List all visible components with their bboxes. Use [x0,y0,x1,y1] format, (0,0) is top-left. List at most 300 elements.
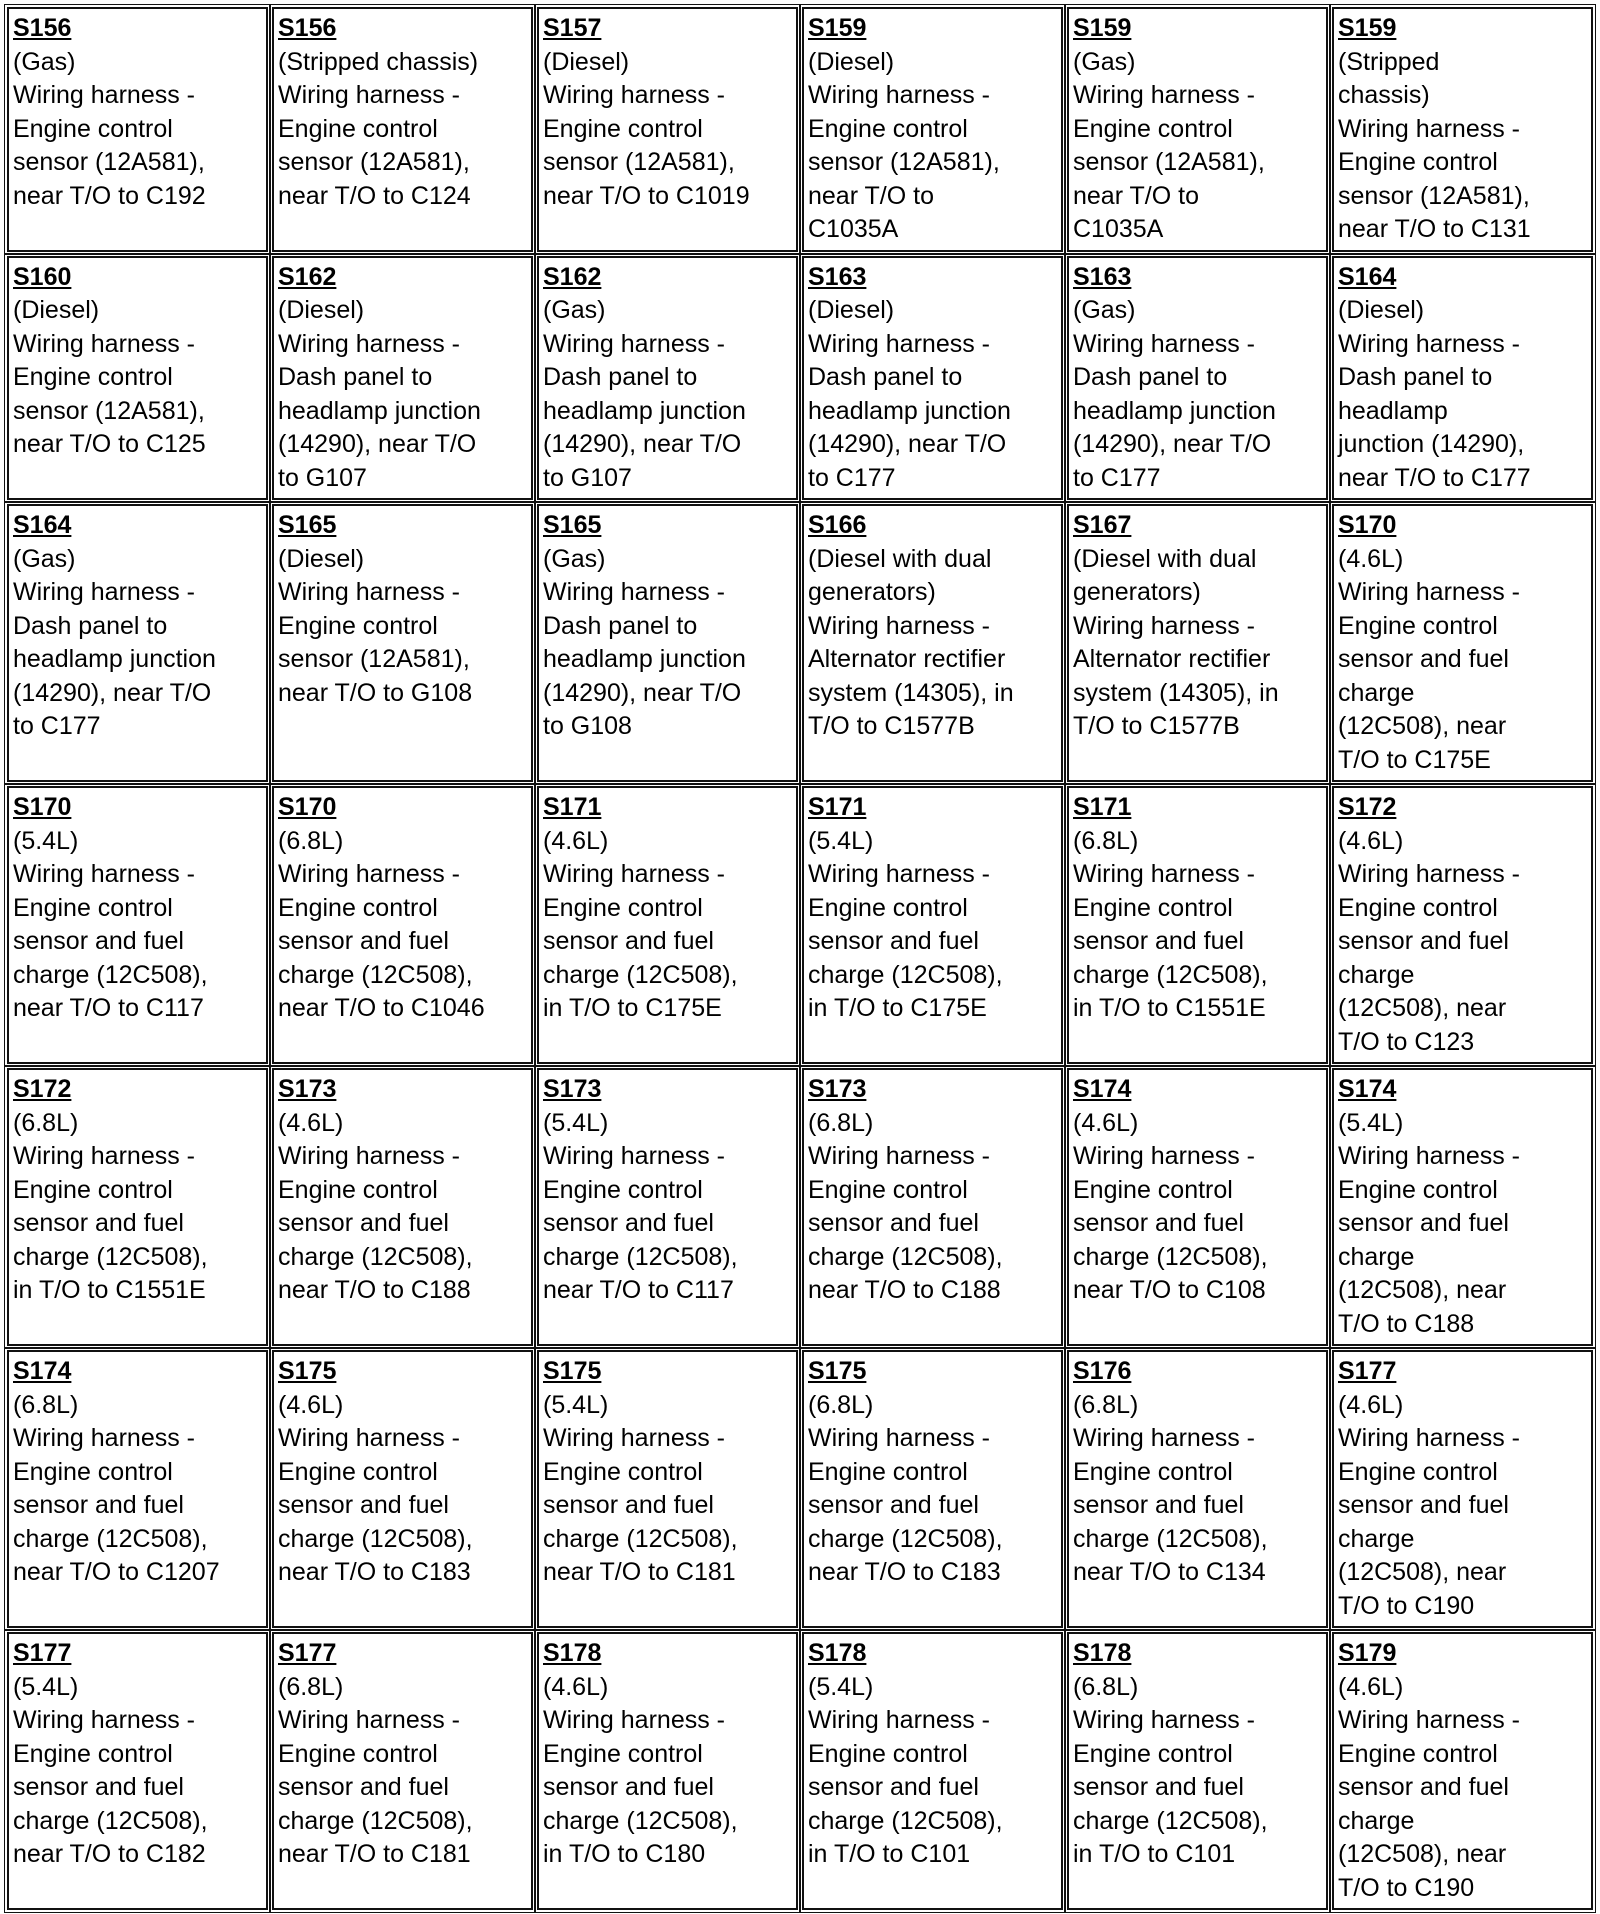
splice-description-line: in T/O to C175E [808,994,987,1022]
splice-description-line: charge (12C508), [543,960,738,989]
splice-description-line: Dash panel to [543,363,698,391]
splice-id: S166 [808,511,867,539]
splice-cell [7,1350,268,1628]
splice-description-line: T/O to C188 [1338,1309,1475,1338]
splice-description-line: sensor and fuel [278,1209,449,1237]
table-body [7,7,1593,1910]
splice-description-line: sensor (12A581), [13,396,205,425]
splice-description-line: generators) [1073,578,1201,606]
table-row [7,1350,1593,1628]
splice-description-line: Wiring harness - [1073,860,1255,888]
splice-id: S177 [13,1639,72,1667]
splice-description-line: near T/O to C181 [278,1840,471,1868]
splice-description-line: C1035A [1073,215,1164,243]
splice-description-line: Wiring harness - [808,329,990,358]
splice-description-line: sensor and fuel [278,1773,449,1801]
splice-description-line: headlamp junction [808,396,1011,425]
splice-variant: (4.6L) [278,1108,344,1137]
splice-description-line: Engine control [808,893,968,922]
splice-description-line: sensor and fuel [808,1209,979,1237]
splice-description-line: Engine control [1073,1175,1233,1204]
splice-description-line: Wiring harness - [808,81,990,109]
splice-description-line: charge (12C508), [1073,1806,1268,1835]
splice-variant: (Diesel) [808,47,895,76]
splice-description-line: Wiring harness - [1338,1424,1520,1452]
splice-variant: (Gas) [543,544,606,573]
splice-description-line: Wiring harness - [1338,1706,1520,1734]
splice-description-line: T/O to C1577B [1073,712,1240,740]
splice-description-line: Dash panel to [808,363,963,391]
splice-cell [537,7,798,252]
splice-variant: (6.8L) [1073,1672,1139,1701]
splice-id: S157 [543,14,602,42]
splice-cell [1067,256,1328,501]
splice-variant: (Diesel) [13,296,100,324]
splice-cell [1067,786,1328,1064]
splice-description-line: sensor (12A581), [278,645,470,673]
splice-variant: (5.4L) [1338,1108,1404,1137]
splice-cell [1067,1350,1328,1628]
splice-variant: (6.8L) [278,826,344,855]
splice-cell [1067,1068,1328,1346]
splice-description-line: charge (12C508), [543,1806,738,1835]
splice-description-line: Engine control [543,1457,703,1486]
splice-description-line: Dash panel to [543,611,698,640]
splice-description-line: sensor and fuel [1338,1491,1509,1519]
splice-id: S175 [808,1357,867,1385]
splice-cell [1332,7,1593,252]
splice-description-line: Wiring harness - [278,1424,460,1452]
splice-description-line: (12C508), near [1338,1558,1507,1586]
splice-cell [802,786,1063,1064]
splice-description-line: sensor and fuel [543,1773,714,1801]
splice-variant: (6.8L) [808,1390,874,1419]
splice-description-line: near T/O to C177 [1338,463,1531,492]
table-row [7,7,1593,252]
splice-description-line: to G107 [278,463,367,492]
splice-id: S162 [543,262,602,291]
splice-cell [272,256,533,501]
splice-variant: (Diesel) [808,296,895,324]
splice-cell [1067,7,1328,252]
splice-description-line: near T/O to C188 [278,1276,471,1304]
splice-description-line: near T/O to C117 [543,1276,734,1304]
splice-description-line: Wiring harness - [1073,1142,1255,1170]
splice-description-line: charge (12C508), [13,960,208,989]
splice-description-line: system (14305), in [808,678,1014,707]
splice-variant: (4.6L) [543,826,609,855]
splice-id: S165 [543,511,602,539]
splice-description-line: charge [1338,1806,1415,1835]
splice-description-line: Wiring harness - [543,1142,725,1170]
splice-variant: (6.8L) [808,1108,874,1137]
splice-description-line: T/O to C1577B [808,712,975,740]
splice-description-line: near T/O to G108 [278,678,473,707]
splice-description-line: near T/O to C1046 [278,994,485,1022]
splice-description-line: sensor and fuel [808,1491,979,1519]
splice-id: S163 [1073,262,1132,291]
splice-variant: (Gas) [1073,47,1136,76]
splice-description-line: charge [1338,1524,1415,1553]
splice-description-line: Engine control [808,1457,968,1486]
splice-description-line: (14290), near T/O [278,430,477,458]
splice-description-line: C1035A [808,215,899,243]
splice-id: S173 [808,1075,867,1103]
splice-description-line: (12C508), near [1338,712,1507,740]
splice-cell [272,1632,533,1910]
splice-description-line: Engine control [13,1457,173,1486]
splice-id: S173 [278,1075,337,1103]
splice-description-line: Engine control [1073,114,1233,143]
splice-id: S178 [808,1639,867,1667]
splice-description-line: in T/O to C1551E [13,1276,206,1304]
splice-id: S162 [278,262,337,291]
splice-variant: (Gas) [13,544,76,573]
splice-cell [1067,504,1328,782]
splice-description-line: Wiring harness - [278,860,460,888]
splice-description-line: near T/O to C124 [278,181,471,210]
splice-cell [7,1068,268,1346]
splice-variant: (Gas) [543,296,606,324]
splice-description-line: near T/O to [808,181,934,210]
splice-description-line: Wiring harness - [13,1424,195,1452]
splice-id: S163 [808,262,867,291]
splice-description-line: sensor (12A581), [543,148,735,176]
splice-description-line: system (14305), in [1073,678,1279,707]
splice-description-line: Engine control [13,114,173,143]
splice-id: S176 [1073,1357,1132,1385]
splice-description-line: Engine control [808,1739,968,1768]
splice-variant: (5.4L) [808,826,874,855]
splice-description-line: Wiring harness - [13,329,195,358]
splice-cell [537,1632,798,1910]
splice-description-line: near T/O to C181 [543,1558,736,1586]
splice-description-line: Engine control [278,1739,438,1768]
splice-description-line: Engine control [1073,1739,1233,1768]
splice-id: S160 [13,262,72,291]
splice-cell [802,256,1063,501]
splice-description-line: Wiring harness - [1338,860,1520,888]
splice-description-line: charge (12C508), [808,1806,1003,1835]
splice-description-line: charge [1338,1242,1415,1271]
splice-cell [537,1068,798,1346]
splice-description-line: Dash panel to [13,611,168,640]
splice-description-line: Dash panel to [1338,363,1493,391]
splice-description-line: T/O to C190 [1338,1873,1475,1902]
splice-description-line: charge (12C508), [1073,1524,1268,1553]
splice-description-line: near T/O to C134 [1073,1558,1266,1586]
splice-description-line: sensor (12A581), [808,148,1000,176]
splice-description-line: near T/O to C183 [278,1558,471,1586]
splice-description-line: Engine control [278,611,438,640]
splice-description-line: Wiring harness - [13,81,195,109]
splice-description-line: to G107 [543,463,632,492]
splice-cell [802,1068,1063,1346]
splice-description-line: Engine control [278,1457,438,1486]
splice-cell [7,786,268,1064]
splice-description-line: sensor and fuel [543,927,714,955]
splice-description-line: (14290), near T/O [808,430,1007,458]
splice-description-line: near T/O to C108 [1073,1276,1266,1304]
splice-cell [802,1350,1063,1628]
splice-id: S171 [808,793,867,821]
splice-description-line: Engine control [543,1739,703,1768]
splice-description-line: Engine control [1073,1457,1233,1486]
splice-description-line: near T/O to C188 [808,1276,1001,1304]
splice-cell [272,786,533,1064]
splice-description-line: Engine control [1338,1457,1498,1486]
table-row [7,1068,1593,1346]
table-row [7,1632,1593,1910]
splice-description-line: sensor and fuel [1073,1491,1244,1519]
splice-id: S159 [1338,14,1397,42]
splice-description-line: Wiring harness - [278,1142,460,1170]
splice-description-line: Engine control [1338,893,1498,922]
splice-id: S178 [1073,1639,1132,1667]
splice-variant: (Diesel with dual [1073,544,1257,573]
splice-id: S172 [1338,793,1397,821]
splice-description-line: Engine control [13,363,173,391]
splice-description-line: Engine control [1338,1739,1498,1768]
splice-cell [1332,256,1593,501]
splice-description-line: Engine control [278,893,438,922]
splice-description-line: Wiring harness - [808,611,990,640]
splice-description-line: (12C508), near [1338,994,1507,1022]
splice-id: S164 [1338,262,1397,291]
splice-variant: (6.8L) [13,1390,79,1419]
splice-description-line: headlamp junction [1073,396,1276,425]
splice-description-line: Engine control [13,1175,173,1204]
splice-description-line: Wiring harness - [543,860,725,888]
splice-description-line: Wiring harness - [1073,1424,1255,1452]
splice-description-line: in T/O to C180 [543,1840,706,1868]
splice-description-line: Wiring harness - [13,860,195,888]
splice-description-line: Wiring harness - [1338,578,1520,606]
splice-cell [7,504,268,782]
splice-cell [537,504,798,782]
splice-description-line: Wiring harness - [278,1706,460,1734]
splice-description-line: charge (12C508), [278,1242,473,1271]
splice-id: S159 [808,14,867,42]
splice-description-line: sensor (12A581), [1073,148,1265,176]
splice-description-line: Wiring harness - [808,1706,990,1734]
splice-description-line: Engine control [1338,1175,1498,1204]
splice-variant: (4.6L) [1073,1108,1139,1137]
splice-description-line: Wiring harness - [543,1706,725,1734]
splice-description-line: charge [1338,678,1415,707]
splice-description-line: headlamp junction [543,645,746,673]
splice-description-line: Wiring harness - [278,578,460,606]
splice-description-line: (12C508), near [1338,1840,1507,1868]
splice-description-line: sensor and fuel [808,927,979,955]
splice-description-line: sensor (12A581), [278,148,470,176]
splice-id: S174 [1073,1075,1132,1103]
splice-description-line: near T/O to C1207 [13,1558,220,1586]
splice-description-line: Alternator rectifier [808,645,1006,673]
splice-description-line: charge [1338,960,1415,989]
splice-variant: (Gas) [1073,296,1136,324]
splice-description-line: near T/O to C1019 [543,181,750,210]
splice-variant: (6.8L) [278,1672,344,1701]
splice-cell [1332,1068,1593,1346]
splice-description-line: Wiring harness - [543,329,725,358]
splice-description-line: to C177 [13,712,101,740]
splice-description-line: Wiring harness - [13,1142,195,1170]
splice-description-line: Wiring harness - [1338,1142,1520,1170]
splice-variant: (4.6L) [278,1390,344,1419]
splice-description-line: Wiring harness - [1073,329,1255,358]
splice-id: S178 [543,1639,602,1667]
splice-description-line: near T/O to C182 [13,1840,206,1868]
splice-cell [7,256,268,501]
splice-description-line: sensor (12A581), [13,148,205,176]
splice-description-line: Wiring harness - [1338,329,1520,358]
splice-description-line: in T/O to C1551E [1073,994,1266,1022]
splice-description-line: Engine control [1073,893,1233,922]
splice-description-line: Wiring harness - [808,860,990,888]
splice-description-line: Wiring harness - [278,81,460,109]
splice-variant: (Diesel) [278,296,365,324]
splice-variant: (4.6L) [1338,1672,1404,1701]
splice-variant: (4.6L) [1338,544,1404,573]
splice-id: S165 [278,511,337,539]
splice-variant: (Diesel) [278,544,365,573]
splice-description-line: T/O to C190 [1338,1591,1475,1620]
splice-variant: (Stripped chassis) [278,47,479,76]
splice-variant: (5.4L) [543,1108,609,1137]
splice-description-line: charge (12C508), [808,960,1003,989]
splice-description-line: Engine control [543,114,703,143]
splice-description-line: Wiring harness - [1073,1706,1255,1734]
splice-description-line: near T/O to C183 [808,1558,1001,1586]
splice-cell [272,1068,533,1346]
splice-id: S174 [13,1357,72,1385]
splice-description-line: sensor and fuel [808,1773,979,1801]
splice-cell [537,786,798,1064]
splice-description-line: Engine control [1338,148,1498,176]
splice-description-line: sensor and fuel [13,1773,184,1801]
splice-description-line: sensor and fuel [13,927,184,955]
splice-description-line: Wiring harness - [278,329,460,358]
splice-description-line: sensor and fuel [543,1491,714,1519]
splice-description-line: sensor and fuel [1073,1773,1244,1801]
splice-description-line: Wiring harness - [13,1706,195,1734]
splice-description-line: T/O to C123 [1338,1027,1475,1056]
splice-description-line: Engine control [543,1175,703,1204]
splice-id: S177 [278,1639,337,1667]
splice-description-line: to C177 [1073,463,1161,492]
splice-description-line: Engine control [13,1739,173,1768]
splice-description-line: charge (12C508), [278,1524,473,1553]
splice-variant: (5.4L) [13,1672,79,1701]
splice-description-line: sensor and fuel [543,1209,714,1237]
splice-description-line: Engine control [1338,611,1498,640]
splice-description-line: Wiring harness - [543,81,725,109]
splice-id: S175 [543,1357,602,1385]
splice-description-line: Wiring harness - [808,1142,990,1170]
splice-description-line: Wiring harness - [543,1424,725,1452]
splice-id: S174 [1338,1075,1397,1103]
splice-variant: (5.4L) [808,1672,874,1701]
splice-variant: (4.6L) [543,1672,609,1701]
table-row [7,504,1593,782]
splice-id: S179 [1338,1639,1397,1667]
splice-id: S156 [278,14,337,42]
splice-description-line: sensor and fuel [1338,645,1509,673]
splice-description-line: Engine control [13,893,173,922]
splice-description-line: near T/O to C125 [13,430,206,458]
splice-description-line: near T/O to C117 [13,994,204,1022]
splice-description-line: charge (12C508), [278,960,473,989]
splice-description-line: (14290), near T/O [543,678,742,707]
splice-id: S170 [278,793,337,821]
splice-variant: (5.4L) [13,826,79,855]
splice-description-line: charge (12C508), [1073,960,1268,989]
splice-description-line: Engine control [543,893,703,922]
splice-description-line: charge (12C508), [13,1524,208,1553]
splice-description-line: sensor and fuel [1338,927,1509,955]
splice-variant: (4.6L) [1338,1390,1404,1419]
splice-description-line: near T/O to C131 [1338,215,1531,243]
splice-description-line: charge (12C508), [1073,1242,1268,1271]
splice-description-line: to C177 [808,463,896,492]
splice-variant: (Gas) [13,47,76,76]
splice-id: S164 [13,511,72,539]
splice-description-line: in T/O to C101 [1073,1840,1236,1868]
splice-description-line: sensor and fuel [13,1491,184,1519]
splice-variant: (6.8L) [13,1108,79,1137]
splice-id: S175 [278,1357,337,1385]
splice-cell [272,1350,533,1628]
splice-description-line: (14290), near T/O [1073,430,1272,458]
splice-description-line: in T/O to C101 [808,1840,971,1868]
splice-description-line: chassis) [1338,81,1430,109]
table-row [7,786,1593,1064]
table-row [7,256,1593,501]
splice-variant: (Stripped [1338,47,1440,76]
splice-cell [1067,1632,1328,1910]
splice-id: S171 [543,793,602,821]
splice-description-line: to G108 [543,712,632,740]
splice-description-line: sensor (12A581), [1338,181,1530,210]
splice-variant: (5.4L) [543,1390,609,1419]
splice-description-line: near T/O to C192 [13,181,206,210]
splice-description-line: Wiring harness - [808,1424,990,1452]
splice-description-line: charge (12C508), [278,1806,473,1835]
splice-cell [1332,1632,1593,1910]
splice-variant: (Diesel) [1338,296,1425,324]
splice-description-line: sensor and fuel [1338,1773,1509,1801]
splice-cell [802,504,1063,782]
splice-description-line: sensor and fuel [1073,1209,1244,1237]
splice-description-line: Engine control [278,114,438,143]
splice-description-line: charge (12C508), [543,1524,738,1553]
splice-id: S170 [13,793,72,821]
splice-cell [802,1632,1063,1910]
splice-description-line: headlamp junction [13,645,216,673]
splice-description-line: headlamp [1338,396,1448,425]
splice-description-line: Dash panel to [1073,363,1228,391]
splice-cell [1332,504,1593,782]
splice-description-line: Wiring harness - [1338,114,1520,143]
splice-variant: (6.8L) [1073,826,1139,855]
splice-description-line: Alternator rectifier [1073,645,1271,673]
splice-cell [1332,786,1593,1064]
splice-id: S170 [1338,511,1397,539]
splice-variant: (4.6L) [1338,826,1404,855]
splice-description-line: Dash panel to [278,363,433,391]
splice-description-line: charge (12C508), [13,1806,208,1835]
